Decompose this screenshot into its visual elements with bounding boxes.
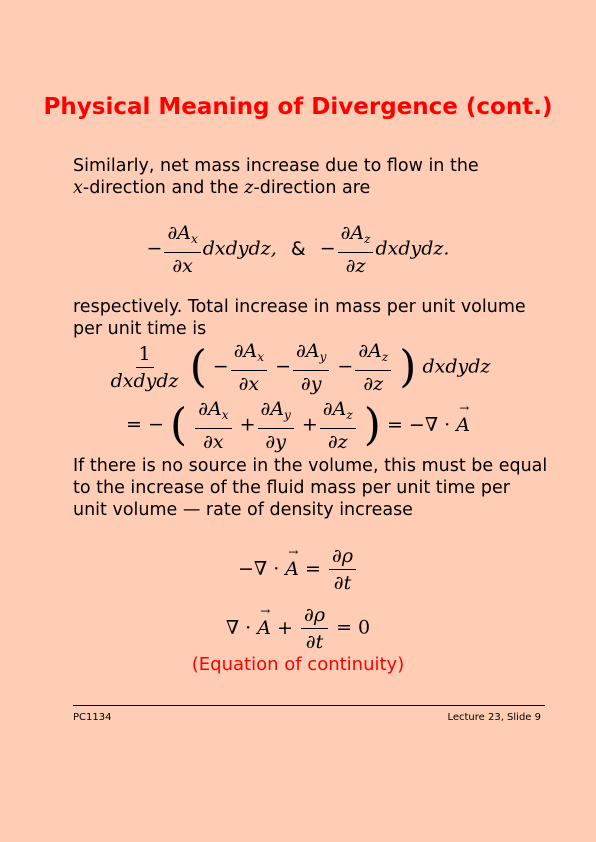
equation-total-increase: $\frac{1}{\text{dxdydz}}$ ( − $\frac{\partial A_x}{\partial x}$ − $\frac{\partial A_y}{\partial y}$ − $\frac{\partial A_z}{\partial z}$ ) dxdydz	[110, 340, 491, 395]
paragraph-3-line-1: If there is no source in the volume, this must be equal	[73, 456, 548, 476]
paragraph-2-line-1: respectively. Total increase in mass per unit volume	[73, 297, 526, 317]
footer-slide-number: Lecture 23, Slide 9	[447, 712, 541, 723]
paragraph-3	[73, 455, 553, 521]
paragraph-3-line-2: to the increase of the fluid mass per unit time per	[73, 478, 510, 498]
paragraph-1	[73, 155, 553, 199]
slide-title: Physical Meaning of Divergence (cont.)	[43, 94, 553, 120]
fraction-dax-dx: $\frac{\partial A_x}{\partial x}$	[164, 222, 200, 277]
equation-continuity: ∇ · → A + $\frac{\partial\rho}{\partial t}$ = 0	[0, 604, 596, 653]
equation-x-z-flux: − $\frac{\partial A_x}{\partial x}$ dxdydz, & − $\frac{\partial A_z}{\partial z}$ dxdydz.	[146, 222, 450, 277]
continuity-label: (Equation of continuity)	[191, 654, 405, 675]
fraction-daz-dz: $\frac{\partial A_z}{\partial z}$	[338, 222, 374, 277]
paragraph-3-line-3: unit volume — rate of density increase	[73, 500, 413, 520]
paragraph-2-line-2: per unit time is	[73, 319, 207, 339]
equation-divergence-result: = − ( $\frac{\partial A_x}{\partial x}$ + $\frac{\partial A_y}{\partial y}$ + $\frac{\partial A_z}{\partial z}$ ) = −∇ · → A	[0, 398, 596, 453]
footer-rule	[73, 705, 545, 706]
paragraph-1-line-2: x-direction and the z-direction are	[73, 178, 371, 198]
equation-density-rate: −∇ · → A = $\frac{\partial\rho}{\partial t}$	[0, 545, 596, 594]
paragraph-1-line-1: Similarly, net mass increase due to flow in the	[73, 156, 479, 176]
paragraph-2	[73, 296, 553, 340]
footer-course: PC1134	[73, 712, 112, 723]
